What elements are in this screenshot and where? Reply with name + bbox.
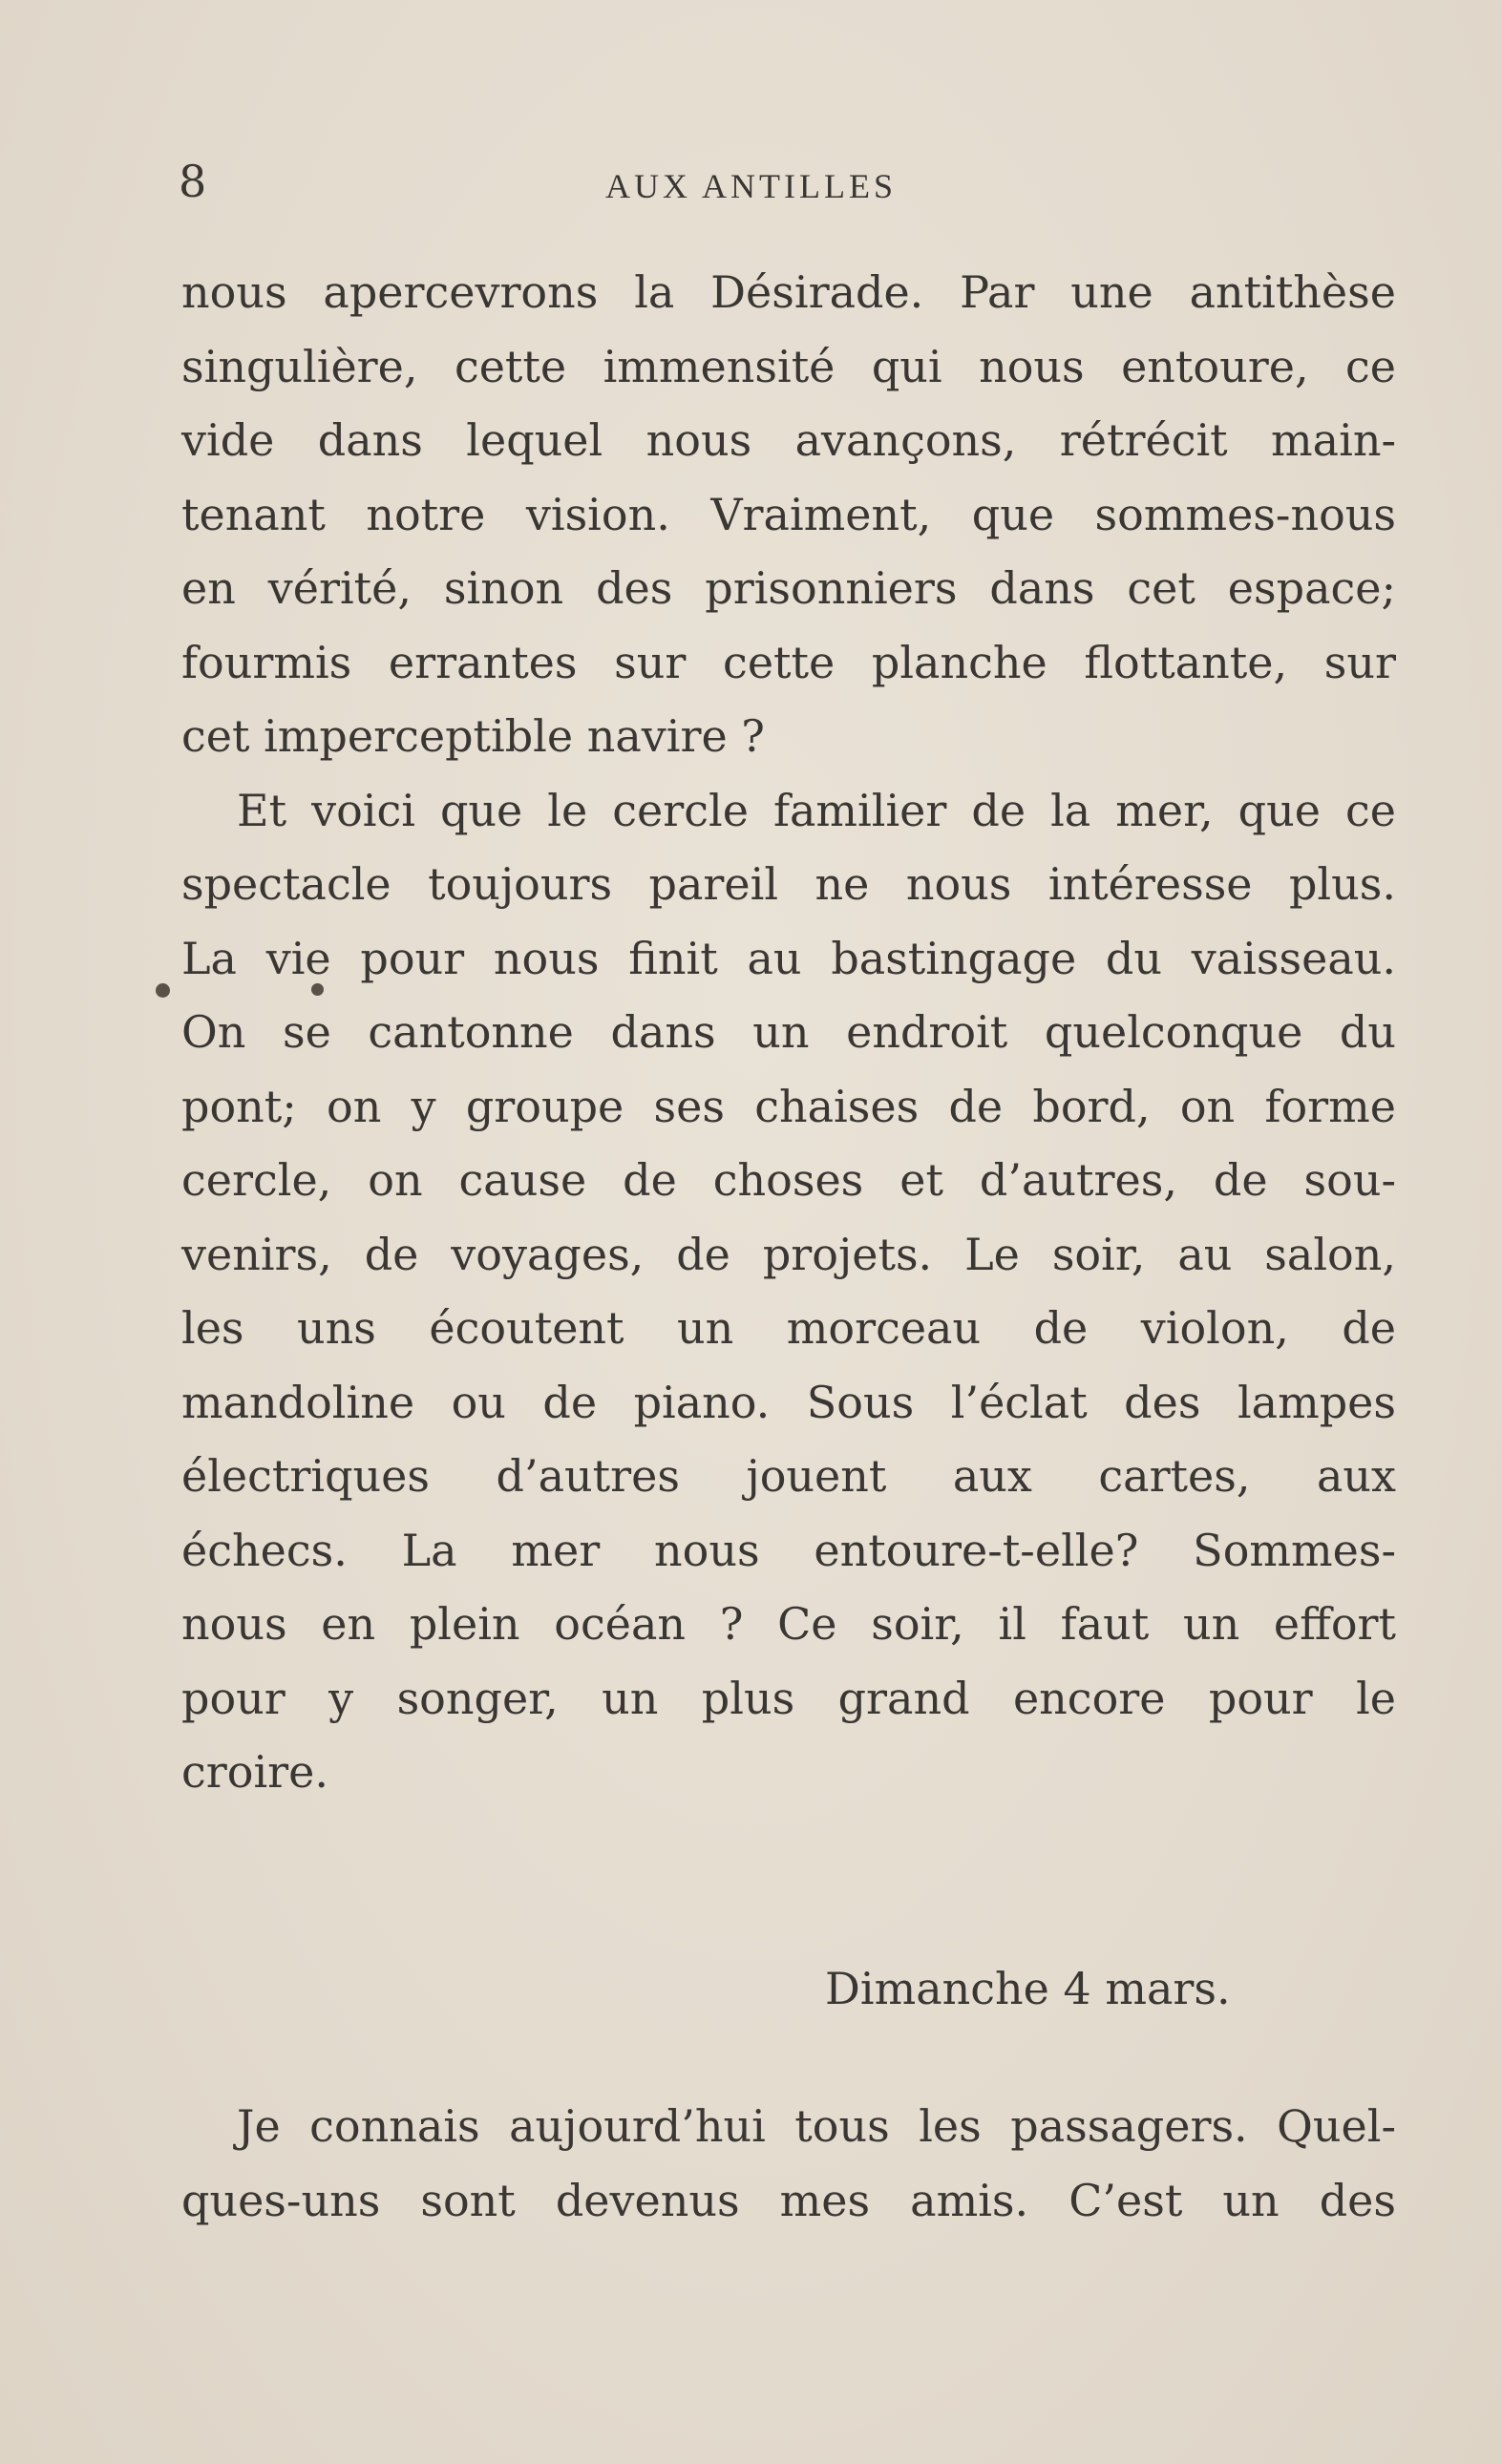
body-text-lower	[181, 2090, 1396, 2238]
text-line: cet imperceptible navire ?	[181, 710, 765, 762]
text-line: cercle, on cause de choses et d’autres, de sou-	[181, 1154, 1396, 1206]
text-line: nous apercevrons la Désirade. Par une antithèse	[181, 266, 1396, 318]
page-number: 8	[179, 156, 207, 207]
text-line: nous en plein océan ? Ce soir, il faut un effort	[181, 1598, 1396, 1650]
text-line: singulière, cette immensité qui nous entoure, ce	[181, 340, 1396, 392]
text-line: Et voici que le cercle familier de la mer, que ce	[237, 784, 1396, 836]
text-line: ques-uns sont devenus mes amis. C’est un des	[181, 2174, 1396, 2226]
text-line: tenant notre vision. Vraiment, que sommes-nous	[181, 488, 1396, 540]
text-line: croire.	[181, 1746, 328, 1798]
text-line: Je connais aujourd’hui tous les passagers. Quel-	[237, 2100, 1396, 2152]
text-line: On se cantonne dans un endroit quelconque du	[181, 1006, 1396, 1058]
text-line: vide dans lequel nous avançons, rétrécit main-	[181, 414, 1396, 466]
ink-speck	[156, 983, 170, 998]
text-line: fourmis errantes sur cette planche flottante, sur	[181, 636, 1396, 688]
ink-speck	[311, 983, 324, 996]
text-line: pont; on y groupe ses chaises de bord, on forme	[181, 1080, 1396, 1132]
text-line: venirs, de voyages, de projets. Le soir, au salon,	[181, 1228, 1396, 1280]
text-line: pour y songer, un plus grand encore pour le	[181, 1672, 1396, 1724]
text-line: mandoline ou de piano. Sous l’éclat des lampes	[181, 1376, 1396, 1428]
text-line: spectacle toujours pareil ne nous intéresse plus.	[181, 858, 1396, 910]
text-line: les uns écoutent un morceau de violon, de	[181, 1302, 1396, 1354]
running-title: AUX ANTILLES	[605, 167, 897, 205]
text-line: électriques d’autres jouent aux cartes, aux	[181, 1450, 1396, 1502]
body-text-upper	[181, 256, 1396, 1810]
text-line: échecs. La mer nous entoure-t-elle? Sommes-	[181, 1524, 1396, 1576]
text-line: La vie pour nous finit au bastingage du vaisseau.	[181, 932, 1396, 984]
dateline: Dimanche 4 mars.	[825, 1963, 1231, 2014]
text-line: en vérité, sinon des prisonniers dans cet espace;	[181, 562, 1396, 614]
